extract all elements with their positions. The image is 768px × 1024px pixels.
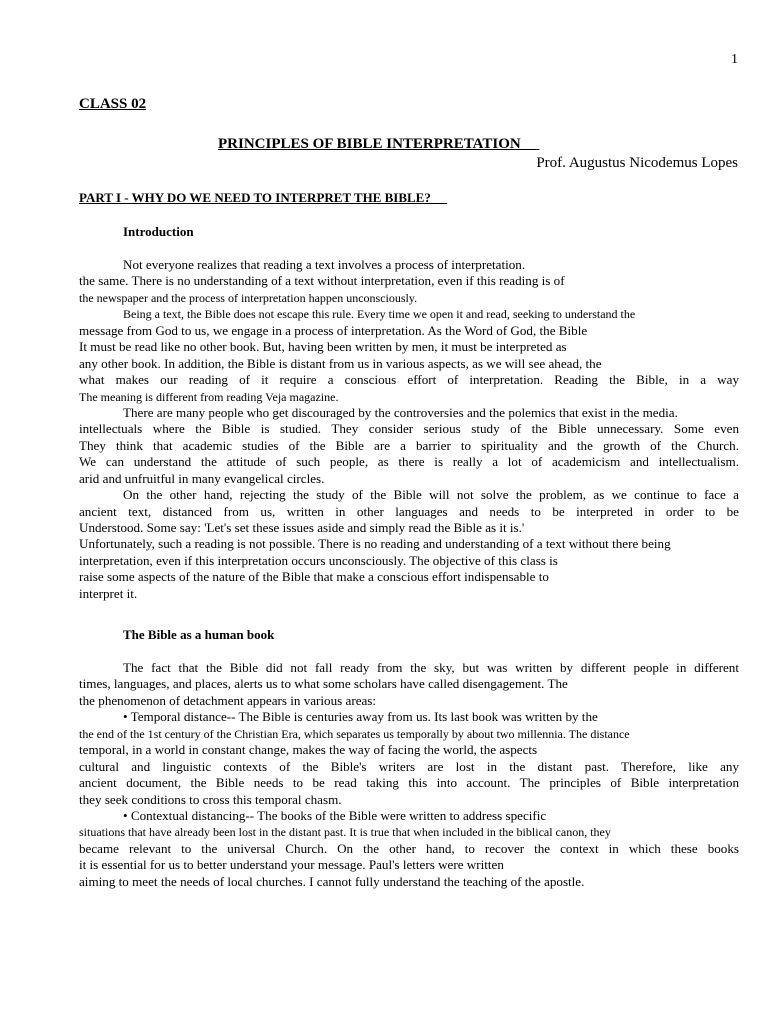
text-line: They think that academic studies of the Bible are a barrier to spirituality and the growth of the Church.: [79, 437, 739, 453]
text-line: We can understand the attitude of such people, as there is really a lot of academicism and intellectualism.: [79, 454, 739, 470]
text-line: became relevant to the universal Church. On the other hand, to recover the context in which these books: [79, 840, 739, 856]
text-line: cultural and linguistic contexts of the Bible's writers are lost in the distant past. Therefore, like any: [79, 758, 739, 774]
text-line: the end of the 1st century of the Christian Era, which separates us temporally by about two millennia. The distance: [79, 726, 630, 741]
text-line: the phenomenon of detachment appears in various areas:: [79, 692, 377, 708]
text-line: temporal, in a world in constant change, makes the way of facing the world, the aspects: [79, 742, 538, 758]
text-line: arid and unfruitful in many evangelical circles.: [79, 470, 325, 486]
text-line: On the other hand, rejecting the study of the Bible will not solve the problem, as we continue to face a: [123, 487, 739, 503]
section-heading-human-book: The Bible as a human book: [123, 627, 275, 642]
introduction-body: [79, 257, 739, 602]
text-line: message from God to us, we engage in a process of interpretation. As the Word of God, the Bible: [79, 322, 588, 338]
text-line: It must be read like no other book. But, having been written by men, it must be interpreted as: [79, 339, 567, 355]
text-line: Not everyone realizes that reading a text involves a process of interpretation.: [123, 257, 526, 272]
text-line: ancient text, distanced from us, written in other languages and needs to be interpreted in order to be: [79, 503, 739, 519]
text-line: Understood. Some say: 'Let's set these issues aside and simply read the Bible as it is.': [79, 520, 525, 535]
text-line: aiming to meet the needs of local churches. I cannot fully understand the teaching of the apostle.: [79, 873, 585, 889]
text-line: raise some aspects of the nature of the Bible that make a conscious effort indispensable to: [79, 569, 549, 585]
document-title: PRINCIPLES OF BIBLE INTERPRETATION: [218, 136, 540, 152]
text-line: any other book. In addition, the Bible is distant from us in various aspects, as we will see ahead, the: [79, 355, 602, 371]
text-line: • Temporal distance-- The Bible is centuries away from us. Its last book was written by the: [123, 709, 598, 725]
text-line: • Contextual distancing-- The books of the Bible were written to address specific: [123, 807, 547, 823]
class-title: CLASS 02: [79, 96, 147, 112]
text-line: situations that have already been lost in the distant past. It is true that when included in the biblical canon, they: [79, 825, 611, 840]
text-line: The fact that the Bible did not fall ready from the sky, but was written by different people in different: [123, 660, 739, 675]
text-line: what makes our reading of it require a conscious effort of interpretation. Reading the Bible, in a way: [79, 372, 739, 388]
part-heading: PART I - WHY DO WE NEED TO INTERPRET THE BIBLE?: [79, 190, 448, 205]
text-line: interpretation, even if this interpretation occurs unconsciously. The objective of this class is: [79, 552, 558, 568]
text-line: Unfortunately, such a reading is not possible. There is no reading and understanding of a text without there being: [79, 536, 671, 552]
text-line: the newspaper and the process of interpretation happen unconsciously.: [79, 290, 418, 305]
text-line: interpret it.: [79, 585, 138, 601]
author-line: Prof. Augustus Nicodemus Lopes: [536, 155, 738, 171]
text-line: Being a text, the Bible does not escape this rule. Every time we open it and read, seeking to understand the: [123, 307, 636, 322]
human-book-body: [79, 660, 739, 890]
text-line: There are many people who get discouraged by the controversies and the polemics that exist in the media.: [123, 404, 678, 420]
text-line: times, languages, and places, alerts us to what some scholars have called disengagement. The: [79, 676, 568, 692]
text-line: ancient document, the Bible needs to be read taking this into account. The principles of Bible interpretation: [79, 775, 739, 791]
section-heading-introduction: Introduction: [123, 224, 194, 239]
page-number: 1: [731, 52, 738, 67]
text-line: it is essential for us to better understand your message. Paul's letters were written: [79, 857, 504, 873]
text-line: they seek conditions to cross this temporal chasm.: [79, 791, 342, 807]
text-line: The meaning is different from reading Veja magazine.: [79, 389, 339, 404]
text-line: the same. There is no understanding of a text without interpretation, even if this reading is of: [79, 273, 565, 289]
text-line: intellectuals where the Bible is studied. They consider serious study of the Bible unnecessary. Some even: [79, 421, 739, 437]
